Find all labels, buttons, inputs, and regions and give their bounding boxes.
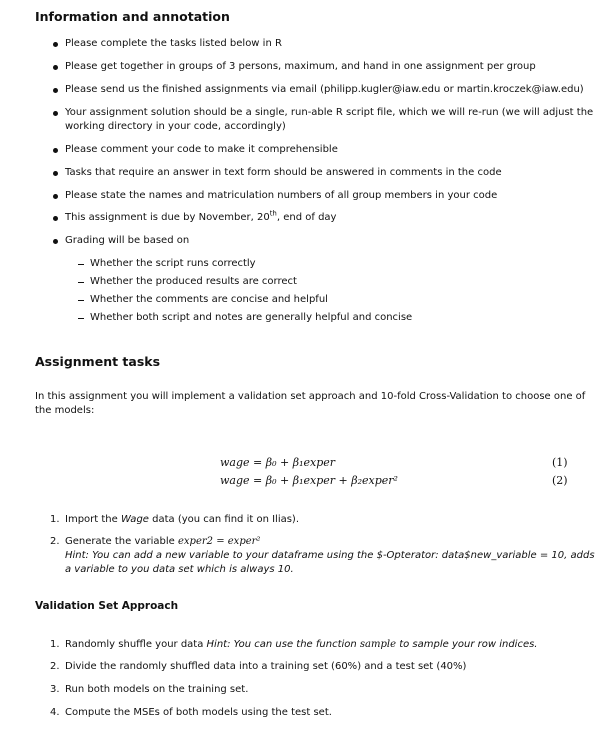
- task-2-hint-line-1: [65, 549, 595, 563]
- section-title-information: Information and annotation: [35, 9, 230, 24]
- intro-line-1: In this assignment you will implement a validation set approach and 10-fold Cross-Validation to choose one of: [35, 391, 586, 402]
- validation-step-2: Divide the randomly shuffled data into a training set (60%) and a test set (40%): [65, 661, 467, 672]
- step-1-hint: Hint: You can use the function: [206, 639, 360, 650]
- section-title-validation: Validation Set Approach: [35, 600, 179, 612]
- intro-line-2: the models:: [35, 405, 95, 416]
- validation-step-1: [65, 638, 537, 652]
- bullet-icon: [53, 88, 58, 93]
- info-bullet-7: Please state the names and matriculation numbers of all group members in your code: [65, 190, 498, 201]
- task-2-text: Generate the variable: [65, 536, 178, 547]
- task-2-hint-line-2: [65, 563, 294, 577]
- validation-step-2-number: 2.: [50, 661, 60, 672]
- bullet-icon: [53, 111, 58, 116]
- due-superscript: th: [269, 209, 277, 218]
- dash-icon: [78, 264, 84, 265]
- info-bullet-8: [65, 211, 336, 225]
- validation-step-3-number: 3.: [50, 684, 60, 695]
- dash-icon: [78, 300, 84, 301]
- equation-2-number: (2): [552, 474, 568, 487]
- step-1-hint-end: to sample your row indices.: [396, 639, 538, 650]
- info-bullet-6: Tasks that require an answer in text form should be answered in comments in the code: [65, 167, 502, 178]
- validation-step-4: Compute the MSEs of both models using the test set.: [65, 707, 332, 718]
- task-1-number: 1.: [50, 514, 60, 525]
- info-bullet-4-line1: Your assignment solution should be a single, run-able R script file, which we will re-run (we will adjust the: [65, 107, 594, 118]
- bullet-icon: [53, 148, 58, 153]
- grading-item-3: Whether the comments are concise and helpful: [90, 294, 328, 305]
- validation-step-4-number: 4.: [50, 707, 60, 718]
- step-1-text: Randomly shuffle your data: [65, 639, 207, 650]
- due-suffix: , end of day: [276, 212, 337, 223]
- info-bullet-2: Please get together in groups of 3 persons, maximum, and hand in one assignment per group: [65, 61, 536, 72]
- equation-1: wage = β₀ + β₁exper: [220, 456, 336, 469]
- validation-step-3: Run both models on the training set.: [65, 684, 249, 695]
- info-bullet-1: Please complete the tasks listed below in R: [65, 38, 282, 49]
- section-title-assignment-tasks: Assignment tasks: [35, 354, 161, 369]
- info-bullet-9: Grading will be based on: [65, 235, 190, 246]
- equation-2: wage = β₀ + β₁exper + β₂exper²: [220, 474, 398, 487]
- task-2-number: 2.: [50, 536, 60, 547]
- bullet-icon: [53, 194, 58, 199]
- dash-icon: [78, 282, 84, 283]
- info-bullet-4-line2: working directory in your code, accordingly): [65, 121, 286, 132]
- grading-item-1: Whether the script runs correctly: [90, 258, 256, 269]
- task-2: [65, 535, 260, 549]
- grading-item-2: Whether the produced results are correct: [90, 276, 297, 287]
- equation-1-number: (1): [552, 456, 568, 469]
- task-2-formula: exper2 = exper²: [178, 536, 261, 547]
- validation-step-1-number: 1.: [50, 639, 60, 650]
- bullet-icon: [53, 171, 58, 176]
- bullet-icon: [53, 239, 58, 244]
- task-1-dataset: Wage: [120, 514, 149, 525]
- task-1: [65, 513, 299, 527]
- bullet-icon: [53, 42, 58, 47]
- task-2-hint-1: Hint: You can add a new variable to your dataframe using the $-Opterator: data$new_variable = 10, adds: [65, 550, 595, 561]
- dash-icon: [78, 318, 84, 319]
- task-2-hint-2: a variable to you data set which is always 10.: [65, 564, 294, 575]
- info-bullet-3: Please send us the finished assignments via email (philipp.kugler@iaw.edu or martin.kroczek@iaw.edu): [65, 84, 584, 95]
- bullet-icon: [53, 65, 58, 70]
- due-text: This assignment is due by November, 20: [65, 212, 270, 223]
- grading-item-4: Whether both script and notes are generally helpful and concise: [90, 312, 413, 323]
- task-1-text: Import the: [65, 514, 121, 525]
- bullet-icon: [53, 216, 58, 221]
- task-1-text-end: data (you can find it on Ilias).: [148, 514, 300, 525]
- step-1-function: sample: [359, 639, 397, 650]
- info-bullet-5: Please comment your code to make it comprehensible: [65, 144, 338, 155]
